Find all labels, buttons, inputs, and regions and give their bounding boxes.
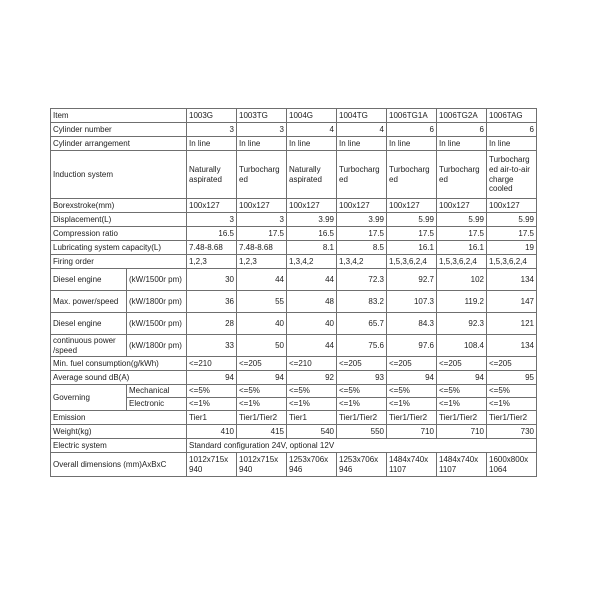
value-cell: 1253x706x 946 [337, 453, 387, 477]
value-cell: 6 [487, 123, 537, 137]
value-cell: 710 [437, 425, 487, 439]
value-cell: In line [187, 137, 237, 151]
value-cell: <=5% [487, 385, 537, 398]
value-cell: 92 [287, 371, 337, 385]
value-cell: 1,3,4,2 [287, 255, 337, 269]
value-cell: Tier1/Tier2 [487, 411, 537, 425]
table-row-cylinder-arrangement [51, 137, 537, 151]
value-cell: 48 [287, 291, 337, 313]
value-cell: In line [437, 137, 487, 151]
table-row-min-fuel [51, 357, 537, 371]
value-cell: 3 [237, 213, 287, 227]
sub-label: Electronic [127, 398, 187, 411]
value-cell: 94 [437, 371, 487, 385]
table-row-induction-system [51, 151, 537, 199]
governing-label: Governing [51, 385, 127, 411]
value-cell: <=1% [337, 398, 387, 411]
value-cell: <=1% [237, 398, 287, 411]
value-cell: <=5% [237, 385, 287, 398]
value-cell: 36 [187, 291, 237, 313]
value-cell: Turbocharg ed [237, 151, 287, 199]
value-cell: 550 [337, 425, 387, 439]
table-row-cylinder-number [51, 123, 537, 137]
value-cell: 108.4 [437, 335, 487, 357]
value-cell: 16.1 [437, 241, 487, 255]
value-cell: 50 [237, 335, 287, 357]
item-header-cell: Item [51, 109, 187, 123]
value-cell: 17.5 [487, 227, 537, 241]
table-row-weight [51, 425, 537, 439]
value-cell: 65.7 [337, 313, 387, 335]
value-cell: 97.6 [387, 335, 437, 357]
table-row-governing-mechanical [51, 385, 537, 398]
value-cell: 4 [287, 123, 337, 137]
value-cell: 1484x740x 1107 [387, 453, 437, 477]
value-cell: 100x127 [387, 199, 437, 213]
row-label: Electric system [51, 439, 187, 453]
value-cell: 28 [187, 313, 237, 335]
table-row-avg-sound [51, 371, 537, 385]
value-cell: 93 [337, 371, 387, 385]
model-header-cell: 1006TG2A [437, 109, 487, 123]
value-cell: In line [337, 137, 387, 151]
value-cell: 40 [287, 313, 337, 335]
value-cell: 3 [187, 123, 237, 137]
value-cell: 3.99 [337, 213, 387, 227]
value-cell: 84.3 [387, 313, 437, 335]
value-cell: 147 [487, 291, 537, 313]
value-cell: Turbocharg ed [337, 151, 387, 199]
value-cell: 72.3 [337, 269, 387, 291]
value-cell: 8.1 [287, 241, 337, 255]
table-header-row [51, 109, 537, 123]
model-header-cell: 1004G [287, 109, 337, 123]
value-cell: 3 [187, 213, 237, 227]
value-cell: 95 [487, 371, 537, 385]
value-cell: 1012x715x 940 [237, 453, 287, 477]
value-cell: Turbocharg ed [437, 151, 487, 199]
value-cell: 1484x740x 1107 [437, 453, 487, 477]
table-row-electric-system [51, 439, 537, 453]
value-cell: 1,5,3,6,2,4 [487, 255, 537, 269]
value-cell: <=5% [337, 385, 387, 398]
value-cell: 100x127 [337, 199, 387, 213]
table-row-emission [51, 411, 537, 425]
value-cell: 100x127 [487, 199, 537, 213]
value-cell: 134 [487, 335, 537, 357]
value-cell: 7.48-8.68 [237, 241, 287, 255]
sub-label: Mechanical [127, 385, 187, 398]
value-cell: 94 [187, 371, 237, 385]
value-cell: Tier1 [287, 411, 337, 425]
value-cell: <=1% [387, 398, 437, 411]
value-cell: In line [237, 137, 287, 151]
value-cell: 17.5 [437, 227, 487, 241]
value-cell: 30 [187, 269, 237, 291]
value-cell: 730 [487, 425, 537, 439]
value-cell: 75.6 [337, 335, 387, 357]
value-cell: 1,3,4,2 [337, 255, 387, 269]
row-label: Lubricating system capacity(L) [51, 241, 187, 255]
value-cell: 100x127 [437, 199, 487, 213]
value-cell: 134 [487, 269, 537, 291]
table-row-diesel-engine-2 [51, 313, 537, 335]
value-cell: 6 [437, 123, 487, 137]
value-cell: Naturally aspirated [187, 151, 237, 199]
value-cell: 7.48-8.68 [187, 241, 237, 255]
value-cell: <=5% [387, 385, 437, 398]
value-cell: 410 [187, 425, 237, 439]
value-cell: <=5% [287, 385, 337, 398]
row-label: Average sound dB(A) [51, 371, 187, 385]
value-cell: 1,5,3,6,2,4 [437, 255, 487, 269]
row-label: Diesel engine [51, 269, 127, 291]
value-cell: <=205 [487, 357, 537, 371]
value-cell: In line [287, 137, 337, 151]
row-label: Displacement(L) [51, 213, 187, 227]
table-row-lubricating-capacity [51, 241, 537, 255]
value-cell: 1012x715x 940 [187, 453, 237, 477]
value-cell: <=210 [287, 357, 337, 371]
unit-label: (kW/1800r pm) [127, 335, 187, 357]
value-cell: 33 [187, 335, 237, 357]
unit-label: (kW/1500r pm) [127, 269, 187, 291]
value-cell: <=1% [437, 398, 487, 411]
value-cell: 415 [237, 425, 287, 439]
value-cell: 1253x706x 946 [287, 453, 337, 477]
table-row-overall-dimensions [51, 453, 537, 477]
value-cell: 1,2,3 [237, 255, 287, 269]
value-cell: 5.99 [487, 213, 537, 227]
value-cell: In line [387, 137, 437, 151]
value-cell: Tier1 [187, 411, 237, 425]
value-cell: 17.5 [337, 227, 387, 241]
value-cell: 4 [337, 123, 387, 137]
value-cell: 100x127 [237, 199, 287, 213]
row-label: Cylinder number [51, 123, 187, 137]
value-cell: 94 [387, 371, 437, 385]
engine-spec-table [50, 108, 537, 477]
row-label: Cylinder arrangement [51, 137, 187, 151]
value-cell: 1600x800x 1064 [487, 453, 537, 477]
row-label: Induction system [51, 151, 187, 199]
table-row-max-power-speed [51, 291, 537, 313]
value-cell: Standard configuration 24V, optional 12V [187, 439, 537, 453]
value-cell: <=205 [237, 357, 287, 371]
table-row-continuous-power [51, 335, 537, 357]
value-cell: 1,2,3 [187, 255, 237, 269]
value-cell: 16.5 [287, 227, 337, 241]
value-cell: 44 [287, 335, 337, 357]
value-cell: 5.99 [437, 213, 487, 227]
value-cell: Tier1/Tier2 [387, 411, 437, 425]
value-cell: 16.5 [187, 227, 237, 241]
unit-label: (kW/1500r pm) [127, 313, 187, 335]
value-cell: 121 [487, 313, 537, 335]
value-cell: 44 [287, 269, 337, 291]
value-cell: 92.7 [387, 269, 437, 291]
value-cell: 44 [237, 269, 287, 291]
row-label: continuous power /speed [51, 335, 127, 357]
value-cell: 100x127 [187, 199, 237, 213]
value-cell: <=205 [337, 357, 387, 371]
row-label: Max. power/speed [51, 291, 127, 313]
row-label: Overall dimensions (mm)AxBxC [51, 453, 187, 477]
value-cell: 94 [237, 371, 287, 385]
value-cell: Tier1/Tier2 [237, 411, 287, 425]
value-cell: 540 [287, 425, 337, 439]
value-cell: 16.1 [387, 241, 437, 255]
value-cell: <=210 [187, 357, 237, 371]
model-header-cell: 1003TG [237, 109, 287, 123]
value-cell: <=205 [437, 357, 487, 371]
row-label: Diesel engine [51, 313, 127, 335]
model-header-cell: 1006TG1A [387, 109, 437, 123]
value-cell: Turbocharg ed air-to-air charge cooled [487, 151, 537, 199]
value-cell: Turbocharg ed [387, 151, 437, 199]
value-cell: 710 [387, 425, 437, 439]
value-cell: 100x127 [287, 199, 337, 213]
table-row-bore-stroke [51, 199, 537, 213]
value-cell: <=5% [187, 385, 237, 398]
value-cell: 83.2 [337, 291, 387, 313]
value-cell: <=1% [487, 398, 537, 411]
model-header-cell: 1003G [187, 109, 237, 123]
row-label: Compression ratio [51, 227, 187, 241]
value-cell: 1,5,3,6,2,4 [387, 255, 437, 269]
row-label: Emission [51, 411, 187, 425]
value-cell: <=1% [287, 398, 337, 411]
value-cell: 8.5 [337, 241, 387, 255]
row-label: Firing order [51, 255, 187, 269]
value-cell: Tier1/Tier2 [337, 411, 387, 425]
value-cell: 19 [487, 241, 537, 255]
value-cell: Naturally aspirated [287, 151, 337, 199]
value-cell: 17.5 [237, 227, 287, 241]
value-cell: 3.99 [287, 213, 337, 227]
value-cell: 40 [237, 313, 287, 335]
value-cell: 5.99 [387, 213, 437, 227]
value-cell: 119.2 [437, 291, 487, 313]
value-cell: 17.5 [387, 227, 437, 241]
value-cell: 107.3 [387, 291, 437, 313]
table-row-firing-order [51, 255, 537, 269]
model-header-cell: 1004TG [337, 109, 387, 123]
table-row-displacement [51, 213, 537, 227]
value-cell: In line [487, 137, 537, 151]
value-cell: 6 [387, 123, 437, 137]
row-label: Weight(kg) [51, 425, 187, 439]
unit-label: (kW/1800r pm) [127, 291, 187, 313]
value-cell: <=1% [187, 398, 237, 411]
value-cell: 3 [237, 123, 287, 137]
model-header-cell: 1006TAG [487, 109, 537, 123]
value-cell: 55 [237, 291, 287, 313]
value-cell: 102 [437, 269, 487, 291]
value-cell: <=205 [387, 357, 437, 371]
row-label: Min. fuel consumption(g/kWh) [51, 357, 187, 371]
table-row-compression-ratio [51, 227, 537, 241]
table-row-diesel-engine-1 [51, 269, 537, 291]
value-cell: Tier1/Tier2 [437, 411, 487, 425]
row-label: Borexstroke(mm) [51, 199, 187, 213]
value-cell: 92.3 [437, 313, 487, 335]
value-cell: <=5% [437, 385, 487, 398]
